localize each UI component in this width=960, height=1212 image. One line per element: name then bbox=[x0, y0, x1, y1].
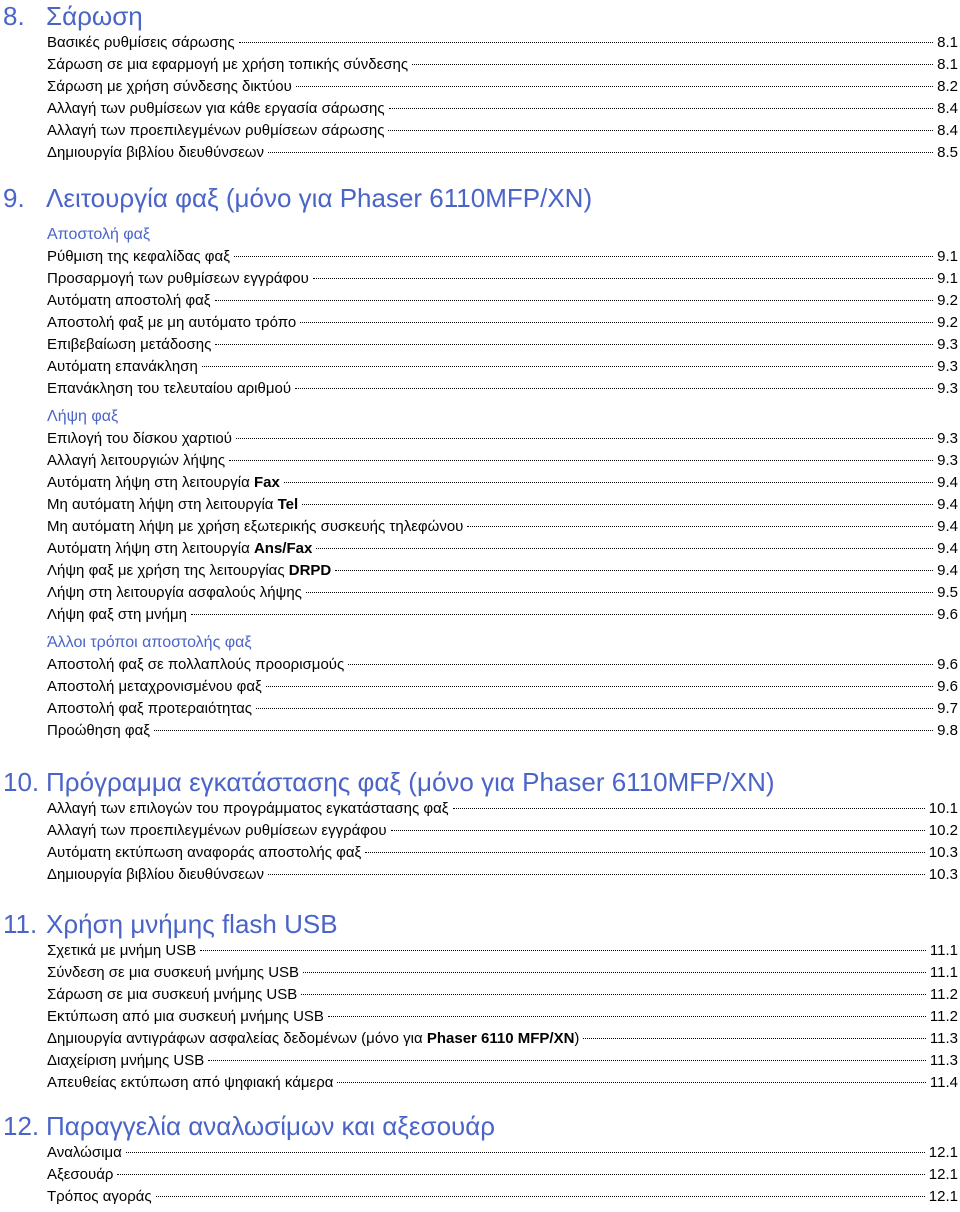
chapter-number: 9. bbox=[3, 183, 25, 213]
dot-leader bbox=[284, 482, 933, 483]
dot-leader bbox=[453, 808, 925, 809]
toc-page-number: 9.6 bbox=[937, 678, 958, 695]
toc-entry-text: Αλλαγή των προεπιλεγμένων ρυθμίσεων εγγράφου bbox=[47, 822, 387, 839]
toc-entry[interactable] bbox=[47, 798, 958, 820]
toc-entry-text: Διαχείριση μνήμης USB bbox=[47, 1052, 205, 1069]
toc-entry-label bbox=[47, 450, 225, 472]
dot-leader bbox=[117, 1174, 924, 1175]
toc-page-number: 9.2 bbox=[937, 292, 958, 309]
chapter-number: 8. bbox=[3, 1, 25, 31]
toc-entry-label bbox=[47, 1142, 122, 1164]
toc-entry[interactable] bbox=[47, 32, 958, 54]
toc-entry-text: Ρύθμιση της κεφαλίδας φαξ bbox=[47, 248, 230, 265]
toc-entry-label bbox=[47, 798, 449, 820]
toc-entry-text: Επανάκληση του τελευταίου αριθμού bbox=[47, 380, 292, 397]
toc-entry[interactable] bbox=[47, 698, 958, 720]
toc-entry-text: Προσαρμογή των ρυθμίσεων εγγράφου bbox=[47, 270, 309, 287]
toc-page-number: 11.1 bbox=[929, 964, 958, 981]
toc-page-number: 8.5 bbox=[937, 144, 958, 161]
dot-leader bbox=[156, 1196, 925, 1197]
toc-entry[interactable] bbox=[47, 76, 958, 98]
toc-page-number: 10.1 bbox=[928, 800, 958, 817]
chapter-title: Πρόγραμμα εγκατάστασης φαξ (μόνο για Phaser 6110MFP/XN) bbox=[46, 767, 775, 797]
toc-entry-label bbox=[47, 428, 232, 450]
toc-entry-text: Τρόπος αγοράς bbox=[47, 1188, 152, 1205]
dot-leader bbox=[126, 1152, 925, 1153]
dot-leader bbox=[365, 852, 925, 853]
toc-entry[interactable] bbox=[47, 290, 958, 312]
dot-leader bbox=[266, 686, 933, 687]
toc-page-number: 9.3 bbox=[937, 452, 958, 469]
toc-entry-bold-text: Ans/Fax bbox=[253, 540, 313, 557]
toc-entry[interactable] bbox=[47, 54, 958, 76]
dot-leader bbox=[348, 664, 933, 665]
chapter-heading bbox=[0, 908, 960, 940]
toc-entry-label bbox=[47, 246, 230, 268]
dot-leader bbox=[229, 460, 933, 461]
toc-page-number: 11.4 bbox=[929, 1074, 958, 1091]
dot-leader bbox=[234, 256, 933, 257]
toc-entry-label bbox=[47, 1072, 333, 1094]
dot-leader bbox=[239, 42, 934, 43]
dot-leader bbox=[316, 548, 933, 549]
toc-entry-text: Λήψη στη λειτουργία ασφαλούς λήψης bbox=[47, 584, 302, 601]
toc-entry-text: Λήψη φαξ με χρήση της λειτουργίας bbox=[47, 562, 289, 579]
toc-page-number: 10.3 bbox=[928, 844, 958, 861]
dot-leader bbox=[313, 278, 933, 279]
toc-entry-label bbox=[47, 142, 264, 164]
toc-page-number: 9.4 bbox=[937, 540, 958, 557]
chapter-heading bbox=[0, 182, 960, 214]
toc-entry-text: Αναλώσιμα bbox=[47, 1144, 122, 1161]
toc-page-number: 12.1 bbox=[928, 1166, 958, 1183]
toc-entry-text: Αυτόματη εκτύπωση αναφοράς αποστολής φαξ bbox=[47, 844, 362, 861]
toc-entry[interactable] bbox=[47, 494, 958, 516]
toc-entry-label bbox=[47, 98, 385, 120]
toc-entry-label bbox=[47, 516, 463, 538]
toc-page-number: 9.2 bbox=[937, 314, 958, 331]
toc-entry[interactable] bbox=[47, 1072, 958, 1094]
dot-leader bbox=[268, 874, 925, 875]
toc-entry[interactable] bbox=[47, 676, 958, 698]
dot-leader bbox=[306, 592, 933, 593]
toc-page-number: 10.2 bbox=[928, 822, 958, 839]
toc-entry[interactable] bbox=[47, 450, 958, 472]
toc-page-number: 9.3 bbox=[937, 430, 958, 447]
toc-entry-text: Αυτόματη επανάκληση bbox=[47, 358, 198, 375]
toc-entry-text: Αυτόματη λήψη στη λειτουργία bbox=[47, 474, 254, 491]
toc-entry-text: Σχετικά με μνήμη USB bbox=[47, 942, 197, 959]
toc-entry-label bbox=[47, 1050, 204, 1072]
toc-page-number: 11.2 bbox=[929, 1008, 958, 1025]
toc-page-number: 9.3 bbox=[937, 380, 958, 397]
toc-entry-label bbox=[47, 604, 187, 626]
toc-entry[interactable] bbox=[47, 378, 958, 400]
toc-entry-text: Βασικές ρυθμίσεις σάρωσης bbox=[47, 34, 235, 51]
toc-entry[interactable] bbox=[47, 940, 958, 962]
chapter-heading bbox=[0, 766, 960, 798]
chapter-number: 12. bbox=[3, 1111, 40, 1141]
toc-page-number: 8.1 bbox=[937, 34, 958, 51]
dot-leader bbox=[191, 614, 933, 615]
toc-entry-text: Αυτόματη αποστολή φαξ bbox=[47, 292, 211, 309]
toc-entry-label bbox=[47, 864, 264, 886]
toc-entry[interactable] bbox=[47, 654, 958, 676]
toc-entry[interactable] bbox=[47, 820, 958, 842]
toc-entry[interactable] bbox=[47, 720, 958, 742]
chapter-title: Παραγγελία αναλωσίμων και αξεσουάρ bbox=[46, 1111, 496, 1141]
toc-entry-label bbox=[47, 120, 384, 142]
dot-leader bbox=[215, 344, 933, 345]
toc-entry-label bbox=[47, 1164, 113, 1186]
toc-page-number: 8.2 bbox=[937, 78, 958, 95]
toc-entry[interactable] bbox=[47, 472, 958, 494]
chapter-title: Χρήση μνήμης flash USB bbox=[46, 909, 338, 939]
toc-page-number: 11.1 bbox=[929, 942, 958, 959]
toc-entry[interactable] bbox=[47, 1028, 958, 1050]
toc-entry-label bbox=[47, 472, 280, 494]
toc-page-number: 9.1 bbox=[937, 248, 958, 265]
toc-entry-text: Εκτύπωση από μια συσκευή μνήμης USB bbox=[47, 1008, 324, 1025]
toc-entry-label bbox=[47, 494, 298, 516]
toc-entry[interactable] bbox=[47, 268, 958, 290]
toc-entry[interactable] bbox=[47, 356, 958, 378]
toc-entry-bold-text: Tel bbox=[277, 496, 299, 513]
chapter-number: 10. bbox=[3, 767, 40, 797]
toc-page-number: 10.3 bbox=[928, 866, 958, 883]
toc-entry-text: Αποστολή μεταχρονισμένου φαξ bbox=[47, 678, 262, 695]
toc-entry-label bbox=[47, 582, 302, 604]
dot-leader bbox=[467, 526, 933, 527]
dot-leader bbox=[256, 708, 933, 709]
toc-entry-text: Αποστολή φαξ προτεραιότητας bbox=[47, 700, 252, 717]
dot-leader bbox=[388, 130, 933, 131]
dot-leader bbox=[389, 108, 934, 109]
toc-entry[interactable] bbox=[47, 560, 958, 582]
toc-entry-label bbox=[47, 334, 211, 356]
toc-entry-label bbox=[47, 820, 387, 842]
toc-entry-text: Σάρωση σε μια εφαρμογή με χρήση τοπικής σύνδεσης bbox=[47, 56, 409, 73]
toc-entry[interactable] bbox=[47, 1164, 958, 1186]
toc-entry-text: Επιβεβαίωση μετάδοσης bbox=[47, 336, 212, 353]
toc-entry-label bbox=[47, 698, 252, 720]
toc-entry[interactable] bbox=[47, 1006, 958, 1028]
section-heading: Λήψη φαξ bbox=[47, 408, 119, 425]
toc-entry-label bbox=[47, 1006, 324, 1028]
dot-leader bbox=[302, 504, 933, 505]
toc-entry[interactable] bbox=[47, 962, 958, 984]
toc-entry[interactable] bbox=[47, 516, 958, 538]
toc-entry-label bbox=[47, 378, 291, 400]
toc-page-number: 9.4 bbox=[937, 518, 958, 535]
toc-entry[interactable] bbox=[47, 864, 958, 886]
toc-entry-label bbox=[47, 940, 196, 962]
toc-entry-text: Δημιουργία βιβλίου διευθύνσεων bbox=[47, 866, 264, 883]
chapter-heading bbox=[0, 0, 960, 32]
toc-entry[interactable] bbox=[47, 538, 958, 560]
chapter-title: Λειτουργία φαξ (μόνο για Phaser 6110MFP/XN) bbox=[46, 183, 593, 213]
dot-leader bbox=[236, 438, 933, 439]
toc-entry-label bbox=[47, 984, 297, 1006]
toc-entry-trailing-text: ) bbox=[574, 1030, 580, 1047]
toc-entry-text: Μη αυτόματη λήψη με χρήση εξωτερικής συσκευής τηλεφώνου bbox=[47, 518, 464, 535]
toc-entry-text: Επιλογή του δίσκου χαρτιού bbox=[47, 430, 232, 447]
toc-entry[interactable] bbox=[47, 334, 958, 356]
toc-entry[interactable] bbox=[47, 984, 958, 1006]
dot-leader bbox=[335, 570, 933, 571]
toc-entry-label bbox=[47, 54, 408, 76]
toc-entry-label bbox=[47, 1186, 152, 1208]
dot-leader bbox=[328, 1016, 926, 1017]
toc-entry-label bbox=[47, 538, 312, 560]
dot-leader bbox=[295, 388, 933, 389]
toc-entry-text: Σάρωση με χρήση σύνδεσης δικτύου bbox=[47, 78, 292, 95]
toc-page-number: 8.1 bbox=[937, 56, 958, 73]
section-heading: Αποστολή φαξ bbox=[47, 226, 151, 243]
toc-entry-label bbox=[47, 560, 331, 582]
toc-entry-text: Αλλαγή των ρυθμίσεων για κάθε εργασία σάρωσης bbox=[47, 100, 385, 117]
toc-entry-label bbox=[47, 32, 235, 54]
dot-leader bbox=[303, 972, 926, 973]
toc-entry-label bbox=[47, 290, 211, 312]
toc-entry-text: Μη αυτόματη λήψη στη λειτουργία bbox=[47, 496, 278, 513]
toc-page-number: 9.6 bbox=[937, 606, 958, 623]
toc-entry-bold-text: DRPD bbox=[288, 562, 332, 579]
toc-entry-label bbox=[47, 676, 262, 698]
toc-entry-label bbox=[47, 720, 150, 742]
toc-entry-text: Δημιουργία βιβλίου διευθύνσεων bbox=[47, 144, 264, 161]
toc-entry-text: Λήψη φαξ στη μνήμη bbox=[47, 606, 188, 623]
toc-page-number: 9.4 bbox=[937, 562, 958, 579]
toc-page-number: 9.5 bbox=[937, 584, 958, 601]
toc-page-number: 11.3 bbox=[929, 1052, 958, 1069]
toc-entry-label bbox=[47, 356, 198, 378]
dot-leader bbox=[300, 322, 933, 323]
toc-entry-text: Σάρωση σε μια συσκευή μνήμης USB bbox=[47, 986, 298, 1003]
toc-entry-bold-text: Fax bbox=[253, 474, 280, 491]
toc-entry[interactable] bbox=[47, 842, 958, 864]
toc-entry-text: Δημιουργία αντιγράφων ασφαλείας δεδομένων (μόνο για bbox=[47, 1030, 427, 1047]
toc-entry-text: Αξεσουάρ bbox=[47, 1166, 114, 1183]
toc-entry-text: Απευθείας εκτύπωση από ψηφιακή κάμερα bbox=[47, 1074, 334, 1091]
toc-page-number: 11.3 bbox=[929, 1030, 958, 1047]
dot-leader bbox=[301, 994, 926, 995]
toc-entry[interactable] bbox=[47, 120, 958, 142]
toc-entry-bold-text: Phaser 6110 MFP/XN bbox=[426, 1030, 575, 1047]
toc-entry[interactable] bbox=[47, 1050, 958, 1072]
dot-leader bbox=[208, 1060, 926, 1061]
section-heading: Άλλοι τρόποι αποστολής φαξ bbox=[47, 634, 252, 651]
toc-entry[interactable] bbox=[47, 1186, 958, 1208]
dot-leader bbox=[412, 64, 933, 65]
toc-page-number: 9.6 bbox=[937, 656, 958, 673]
toc-entry-text: Αποστολή φαξ σε πολλαπλούς προορισμούς bbox=[47, 656, 345, 673]
chapter-title: Σάρωση bbox=[46, 1, 143, 31]
toc-entry[interactable] bbox=[47, 98, 958, 120]
toc-entry-label bbox=[47, 654, 344, 676]
chapter-number: 11. bbox=[3, 909, 38, 939]
dot-leader bbox=[337, 1082, 925, 1083]
toc-page-number: 9.1 bbox=[937, 270, 958, 287]
toc-entry[interactable] bbox=[47, 428, 958, 450]
dot-leader bbox=[200, 950, 926, 951]
toc-page-number: 11.2 bbox=[929, 986, 958, 1003]
toc-entry-text: Αλλαγή λειτουργιών λήψης bbox=[47, 452, 226, 469]
toc-page-number: 9.3 bbox=[937, 336, 958, 353]
toc-entry[interactable] bbox=[47, 1142, 958, 1164]
toc-page-number: 9.8 bbox=[937, 722, 958, 739]
toc-entry-text: Σύνδεση σε μια συσκευή μνήμης USB bbox=[47, 964, 300, 981]
chapter-heading bbox=[0, 1110, 960, 1142]
toc-entry-text: Αποστολή φαξ με μη αυτόματο τρόπο bbox=[47, 314, 297, 331]
dot-leader bbox=[154, 730, 933, 731]
toc-entry[interactable] bbox=[47, 604, 958, 626]
toc-page-number: 9.7 bbox=[937, 700, 958, 717]
dot-leader bbox=[296, 86, 933, 87]
toc-page-number: 8.4 bbox=[937, 100, 958, 117]
dot-leader bbox=[583, 1038, 925, 1039]
toc-entry-label bbox=[47, 268, 309, 290]
dot-leader bbox=[391, 830, 925, 831]
toc-page-number: 9.4 bbox=[937, 474, 958, 491]
toc-entry-text: Προώθηση φαξ bbox=[47, 722, 150, 739]
toc-page-number: 8.4 bbox=[937, 122, 958, 139]
toc-page-number: 12.1 bbox=[928, 1144, 958, 1161]
toc-entry-text: Αλλαγή των προεπιλεγμένων ρυθμίσεων σάρωσης bbox=[47, 122, 385, 139]
toc-entry[interactable] bbox=[47, 142, 958, 164]
toc-page-number: 9.4 bbox=[937, 496, 958, 513]
toc-entry-label bbox=[47, 76, 292, 98]
toc-entry-label bbox=[47, 962, 299, 984]
dot-leader bbox=[202, 366, 933, 367]
toc-entry[interactable] bbox=[47, 312, 958, 334]
toc-entry[interactable] bbox=[47, 246, 958, 268]
toc-entry-label bbox=[47, 312, 296, 334]
toc-entry-text: Αυτόματη λήψη στη λειτουργία bbox=[47, 540, 254, 557]
toc-entry-label bbox=[47, 842, 361, 864]
dot-leader bbox=[215, 300, 934, 301]
dot-leader bbox=[268, 152, 933, 153]
toc-page-number: 12.1 bbox=[928, 1188, 958, 1205]
toc-page-number: 9.3 bbox=[937, 358, 958, 375]
toc-entry[interactable] bbox=[47, 582, 958, 604]
toc-entry-label bbox=[47, 1028, 579, 1050]
toc-entry-text: Αλλαγή των επιλογών του προγράμματος εγκατάστασης φαξ bbox=[47, 800, 449, 817]
